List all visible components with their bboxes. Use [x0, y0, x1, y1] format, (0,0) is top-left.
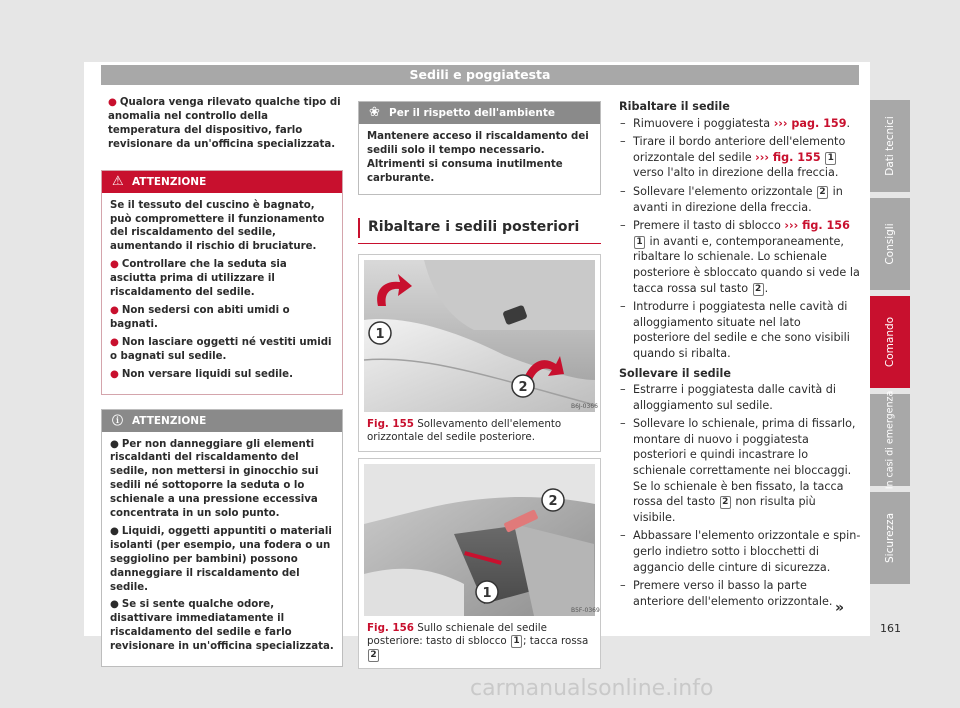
- environment-header: ❀ Per il rispetto dell'ambiente: [359, 102, 600, 124]
- tab-emergenza[interactable]: In casi di emergenza: [870, 394, 910, 486]
- warning-bullet: ● Controllare che la seduta sia asciutta prima di utilizzare il riscaldamento del sedile.: [110, 259, 287, 299]
- page-header: Sedili e poggiatesta: [101, 65, 859, 85]
- callout-1: 1: [375, 326, 385, 342]
- tab-consigli[interactable]: Consigli: [870, 198, 910, 290]
- intro-paragraph: ● Qualora venga rilevato qualche tipo di anomalia nel controllo della temperatura del dispositivo, farlo revisionare da un'officina specializzata.: [108, 97, 341, 150]
- warning-box-2: [101, 409, 343, 668]
- warning-bullet: ● Se si sente qualche odore, disattivare immediatamente il riscaldamento del sedile e farlo revisionare in un'officina specializzata.: [110, 599, 334, 653]
- warning-bullet: ● Liquidi, oggetti appuntiti o materiali isolanti (per esempio, una fodera o un seggiolino per bambini) possono danneggiare il riscaldamento del sedile.: [110, 525, 332, 593]
- warning-bullet: ● Per non danneggiare gli elementi riscaldanti del riscaldamento del sedile, non mettersi in ginocchio sui sedili né sottoporre la seduta o lo schienale a una pressione eccessiva concentrata in un solo punto.: [110, 438, 319, 520]
- section-title: Ribaltare i sedili posteriori: [358, 219, 601, 235]
- middle-column: [358, 101, 601, 669]
- right-column: [619, 99, 861, 612]
- callout-1: 1: [482, 585, 492, 601]
- callout-2: 2: [548, 493, 558, 509]
- step-item: – Tirare il bordo anteriore dell'elemento orizzontale del sedile ››› fig. 155 1 verso l'alto in direzione della freccia.: [619, 134, 861, 181]
- step-item: – Estrarre i poggiatesta dalle cavità di alloggiamento sul sedile.: [619, 382, 861, 413]
- image-code: B5F-0369: [571, 606, 600, 614]
- page-number: 161: [880, 622, 901, 635]
- warning-triangle-icon: ⚠: [112, 173, 124, 189]
- info-circle-icon: ⓘ: [112, 413, 123, 427]
- leaf-icon: ❀: [369, 105, 380, 120]
- warning-header-2: ⓘ ATTENZIONE: [102, 410, 342, 432]
- tab-dati-tecnici[interactable]: Dati tecnici: [870, 100, 910, 192]
- step-item: – Abbassare l'elemento orizzontale e spingerlo indietro sotto i blocchetti di aggancio delle cinture di sicurezza.: [619, 528, 861, 575]
- warning-box-1: [101, 170, 343, 395]
- tab-sicurezza[interactable]: Sicurezza: [870, 492, 910, 584]
- image-code: B6J-0366: [571, 402, 598, 410]
- warning-bullet: ● Non versare liquidi sul sedile.: [110, 368, 293, 380]
- figure-155: [358, 254, 601, 452]
- figure-link[interactable]: ››› fig. 155: [755, 150, 821, 164]
- figure-link[interactable]: ››› fig. 156: [784, 219, 850, 233]
- step-item: – Sollevare lo schienale, prima di fissarlo, montare di nuovo i poggiatesta posteriori e quindi incastrare lo schienale correttamente nei bloccaggi. Se lo schienale è ben fissato, la tacca rossa del tasto 2 non risulta più visibile.: [619, 416, 861, 525]
- environment-box: [358, 101, 601, 195]
- warning-text: Se il tessuto del cuscino è bagnato, può compromettere il funzionamento del riscaldamento del sedile, aumentando il rischio di bruciature.: [110, 199, 325, 253]
- step-item: – Premere il tasto di sblocco ››› fig. 156 1 in avanti e, contemporaneamente, ribaltare lo schienale. Lo schienale posteriore è sbloccato quando si vede la tacca rossa sul tasto 2 .: [619, 218, 861, 296]
- watermark: carmanualsonline.info: [470, 676, 714, 701]
- step-item: – Sollevare l'elemento orizzontale 2 in avanti in direzione della freccia.: [619, 184, 861, 215]
- environment-text: Mantenere acceso il riscaldamento dei sedili solo il tempo necessario. Altrimenti si consuma inutilmente carburante.: [367, 131, 589, 184]
- warning-bullet: ● Non lasciare oggetti né vestiti umidi o bagnati sul sedile.: [110, 336, 332, 362]
- figure-156: [358, 458, 601, 670]
- tab-comando[interactable]: Comando: [870, 296, 910, 388]
- step-item: – Rimuovere i poggiatesta ››› pag. 159.: [619, 116, 861, 132]
- step-item: – Introdurre i poggiatesta nelle cavità di alloggiamento situate nel lato posteriore del sedile e che sono visibili quando si ribalta.: [619, 299, 861, 361]
- step-item: – Premere verso il basso la parte anteriore dell'elemento orizzontale.: [619, 578, 861, 609]
- warning-header-1: ⚠ ATTENZIONE: [102, 171, 342, 193]
- figure-caption: Fig. 156 Sullo schienale del sedile posteriore: tasto di sblocco 1 ; tacca rossa 2: [367, 621, 589, 660]
- section-heading: [358, 219, 601, 244]
- warning-bullet: ● Non sedersi con abiti umidi o bagnati.: [110, 304, 290, 330]
- continue-mark: »: [835, 600, 845, 616]
- subheading-fold: Ribaltare il sedile: [619, 100, 730, 113]
- callout-2: 2: [518, 379, 528, 395]
- left-column: [101, 96, 343, 667]
- subheading-raise: Sollevare il sedile: [619, 366, 731, 380]
- seat-backrest-illustration: [364, 464, 600, 616]
- figure-caption: Fig. 155 Sollevamento dell'elemento orizzontale del sedile posteriore.: [367, 417, 562, 444]
- page-link[interactable]: ››› pag. 159: [773, 116, 847, 130]
- seat-cushion-illustration: [364, 260, 598, 412]
